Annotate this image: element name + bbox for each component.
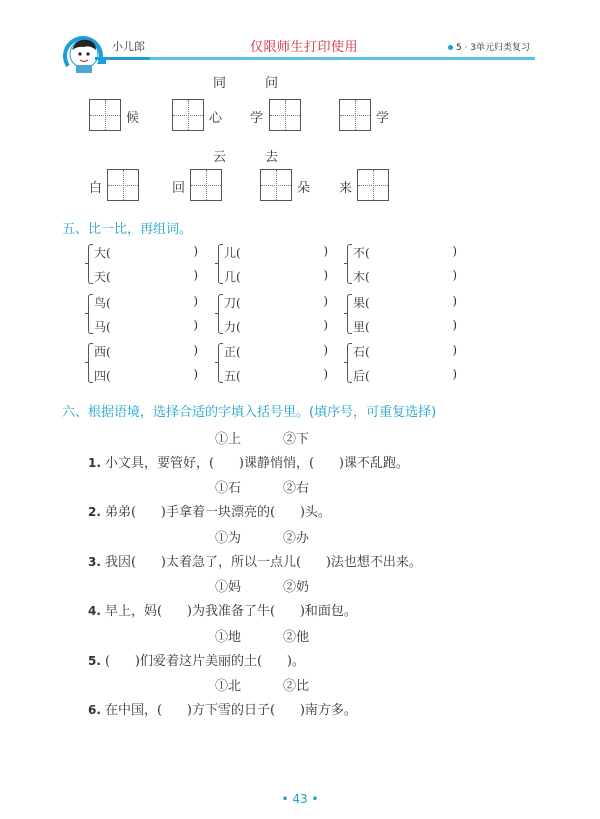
header-rule xyxy=(95,57,535,60)
compare-pair xyxy=(88,341,198,385)
brace-icon xyxy=(218,294,223,334)
header-rule-accent xyxy=(95,57,150,60)
compare-pair xyxy=(347,292,457,336)
option: ①妈 xyxy=(215,580,242,595)
compare-pair xyxy=(88,242,198,286)
blank-row[interactable]: 正( ) xyxy=(224,343,328,359)
section-5-title: 五、比一比，再组词。 xyxy=(62,222,193,237)
brace-icon xyxy=(218,244,223,284)
brace-icon xyxy=(218,343,223,383)
compare-pair xyxy=(218,242,328,286)
brace-icon xyxy=(88,244,93,284)
writing-box[interactable] xyxy=(107,169,139,201)
writing-box[interactable] xyxy=(190,169,222,201)
print-banner: 仅限师生打印使用 xyxy=(250,40,359,55)
brace-icon xyxy=(347,294,352,334)
writing-box[interactable] xyxy=(357,169,389,201)
option: ②奶 xyxy=(283,580,310,595)
box-label: 回 xyxy=(172,181,186,196)
option: ②下 xyxy=(283,432,310,447)
box-label: 学 xyxy=(250,111,264,126)
option: ②比 xyxy=(283,679,310,694)
option: ①为 xyxy=(215,531,242,546)
question-4[interactable]: 4. 早上，妈( )为我准备了牛( )和面包。 xyxy=(88,604,357,619)
question-5[interactable]: 5. ( )们爱着这片美丽的土( )。 xyxy=(88,654,305,669)
blank-row[interactable]: 刀( ) xyxy=(224,294,328,310)
blank-row[interactable]: 马( ) xyxy=(94,318,198,334)
box-label: 学 xyxy=(376,111,390,126)
compare-pair xyxy=(347,341,457,385)
question-3[interactable]: 3. 我因( )太着急了，所以一点儿( )法也想不出来。 xyxy=(88,555,422,570)
blank-row[interactable]: 几( ) xyxy=(224,268,328,284)
compare-pair xyxy=(347,242,457,286)
compare-pair xyxy=(88,292,198,336)
option: ①上 xyxy=(215,432,242,447)
brand-name: 小儿郎 xyxy=(112,40,145,53)
brace-icon xyxy=(88,343,93,383)
question-2[interactable]: 2. 弟弟( )手拿着一块漂亮的( )头。 xyxy=(88,505,331,520)
blank-row[interactable]: 四( ) xyxy=(94,367,198,383)
blank-row[interactable]: 不( ) xyxy=(353,244,457,260)
box-label: 心 xyxy=(209,111,223,126)
blank-row[interactable]: 石( ) xyxy=(353,343,457,359)
question-6[interactable]: 6. 在中国，( )方下雪的日子( )南方多。 xyxy=(88,703,357,718)
option: ①石 xyxy=(215,481,242,496)
blank-row[interactable]: 鸟( ) xyxy=(94,294,198,310)
blank-row[interactable]: 天( ) xyxy=(94,268,198,284)
box-label: 候 xyxy=(126,111,140,126)
blank-row[interactable]: 西( ) xyxy=(94,343,198,359)
writing-box[interactable] xyxy=(339,99,371,131)
blank-row[interactable]: 里( ) xyxy=(353,318,457,334)
group-char: 去 xyxy=(265,150,279,165)
blank-row[interactable]: 儿( ) xyxy=(224,244,328,260)
compare-pair xyxy=(218,341,328,385)
brace-icon xyxy=(347,343,352,383)
bullet-icon xyxy=(448,45,453,50)
writing-box[interactable] xyxy=(89,99,121,131)
box-label: 朵 xyxy=(297,181,311,196)
brace-icon xyxy=(347,244,352,284)
group-char: 同 xyxy=(213,76,227,91)
option: ②他 xyxy=(283,630,310,645)
unit-text: 5 · 3单元归类复习 xyxy=(456,43,531,53)
group-char: 云 xyxy=(213,150,227,165)
writing-box[interactable] xyxy=(260,169,292,201)
blank-row[interactable]: 力( ) xyxy=(224,318,328,334)
section-6-title: 六、根据语境，选择合适的字填入括号里。(填序号，可重复选择) xyxy=(62,405,437,420)
blank-row[interactable]: 后( ) xyxy=(353,367,457,383)
writing-box[interactable] xyxy=(172,99,204,131)
question-1[interactable]: 1. 小文具，要管好，( )课静悄悄，( )课不乱跑。 xyxy=(88,456,409,471)
group-char: 问 xyxy=(265,76,279,91)
brace-icon xyxy=(88,294,93,334)
option: ①地 xyxy=(215,630,242,645)
unit-label xyxy=(448,40,530,53)
blank-row[interactable]: 五( ) xyxy=(224,367,328,383)
box-label: 白 xyxy=(89,181,103,196)
blank-row[interactable]: 果( ) xyxy=(353,294,457,310)
option: ①北 xyxy=(215,679,242,694)
blank-row[interactable]: 木( ) xyxy=(353,268,457,284)
blank-row[interactable]: 大( ) xyxy=(94,244,198,260)
page-number: • 43 • xyxy=(281,792,319,806)
option: ②右 xyxy=(283,481,310,496)
option: ②办 xyxy=(283,531,310,546)
compare-pair xyxy=(218,292,328,336)
box-label: 来 xyxy=(339,181,353,196)
writing-box[interactable] xyxy=(269,99,301,131)
mascot-logo-icon xyxy=(62,32,106,76)
